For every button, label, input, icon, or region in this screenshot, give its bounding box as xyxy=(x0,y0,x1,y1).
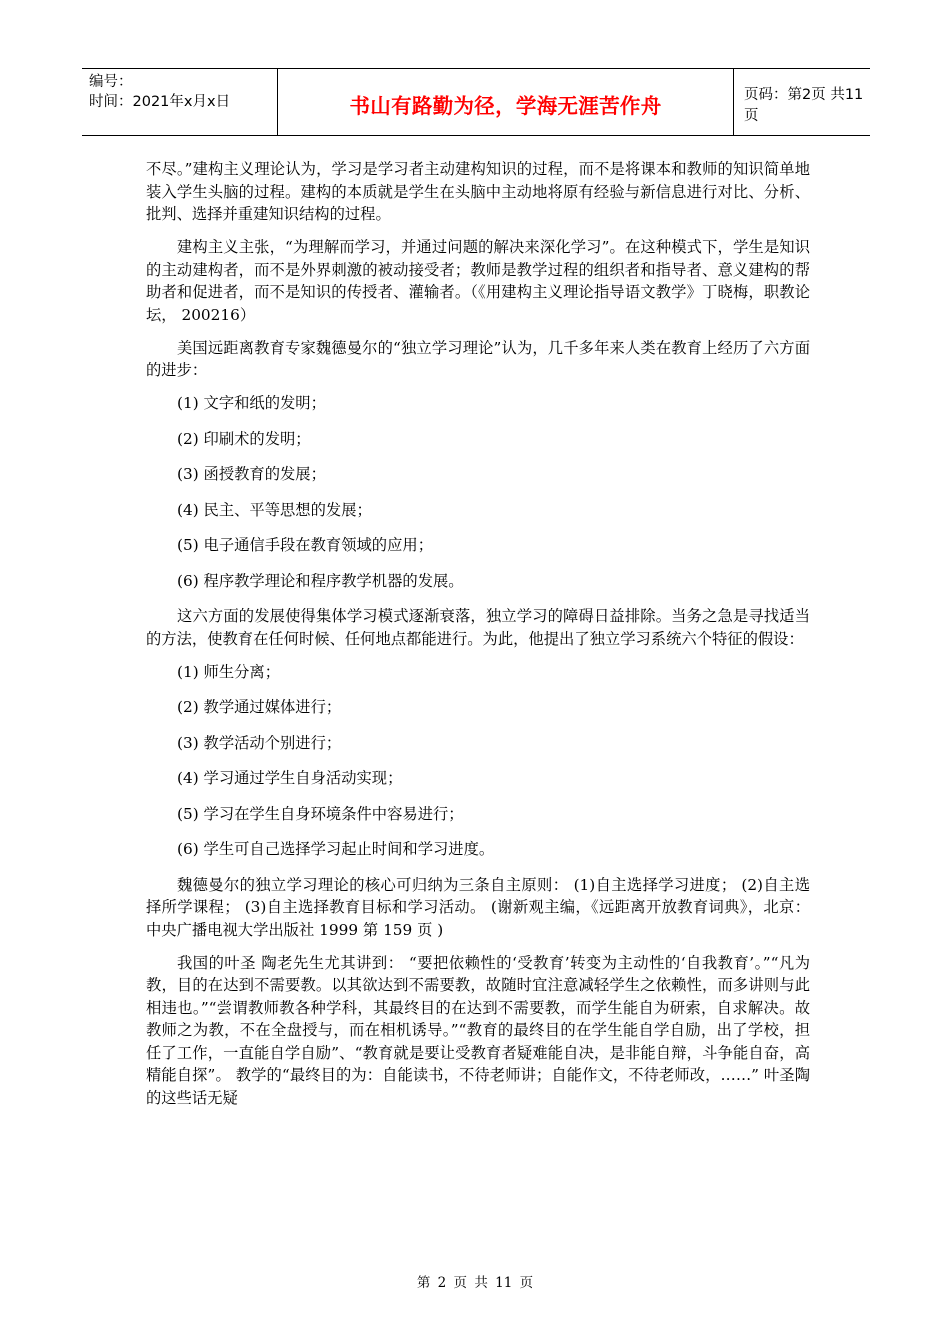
paragraph: 美国远距离教育专家魏德曼尔的“独立学习理论”认为，几千多年来人类在教育上经历了六方面的进步： xyxy=(146,338,810,379)
header-meta xyxy=(82,69,278,135)
list-item: (4) 民主、平等思想的发展； xyxy=(177,500,372,519)
list-item: (3) 教学活动个别进行； xyxy=(177,733,342,752)
list-item: (3) 函授教育的发展； xyxy=(177,465,326,483)
code-label: 编号： xyxy=(89,74,133,90)
list-item: (1) 师生分离； xyxy=(177,662,281,681)
list-item: (5) 电子通信手段在教育领域的应用； xyxy=(177,536,433,554)
paragraph: 我国的叶圣 陶老先生尤其讲到： “要把依赖性的‘受教育’转变为主动性的‘自我教育’。”“凡为教，目的在达到不需要教。以其欲达到不需要教，故随时宜注意减轻学生之依赖性，而多讲则与此相违也。”“尝谓教师教各种学科，其最终目的在达到不需要教，而学生能自为研索，自求解决。故教师之为教，不在全盘授与，而在相机诱导。”“教育的最终目的在学生能自学自励，出了学校，担任了工作，一直能自学自励”、“教育就是要让受教育者疑难能自决，是非能自辩，斗争能自奋，高精能自探”。 教学的“最终目的为：自能读书，不待老师讲；自能作文，不待老师改，……” 叶圣陶的这些话无疑 xyxy=(146,953,810,1107)
list-item: (6) 程序教学理论和程序教学机器的发展。 xyxy=(177,571,464,590)
page-header xyxy=(82,68,870,136)
list-item: (2) 印刷术的发明； xyxy=(177,429,311,448)
list-item: (5) 学习在学生自身环境条件中容易进行； xyxy=(177,804,464,823)
header-page-label: 页码：第2页 共11页 xyxy=(744,87,864,124)
list-item: (1) 文字和纸的发明； xyxy=(177,394,326,412)
list-item: (4) 学习通过学生自身活动实现； xyxy=(177,769,403,787)
header-motto: 书山有路勤为径，学海无涯苦作舟 xyxy=(278,69,734,135)
list-item: (2) 教学通过媒体进行； xyxy=(177,698,342,716)
document-body xyxy=(146,158,810,1120)
paragraph: 这六方面的发展使得集体学习模式逐渐衰落，独立学习的障碍日益排除。当务之急是寻找适当的方法，使教育在任何时候、任何地点都能进行。为此，他提出了独立学习系统六个特征的假设： xyxy=(146,607,810,648)
paragraph: 不尽。”建构主义理论认为，学习是学习者主动建构知识的过程，而不是将课本和教师的知识简单地装入学生头脑的过程。建构的本质就是学生在头脑中主动地将原有经验与新信息进行对比、分析、批判、选择并重建知识结构的过程。 xyxy=(146,160,810,223)
time-label: 时间：2021年x月x日 xyxy=(89,94,231,110)
paragraph: 建构主义主张，“为理解而学习，并通过问题的解决来深化学习”。在这种模式下，学生是知识的主动建构者，而不是外界刺激的被动接受者；教师是教学过程的组织者和指导者、意义建构的帮助者和促进者，而不是知识的传授者、灌输者。（《用建构主义理论指导语文教学》丁晓梅，职教论坛， 200216） xyxy=(146,238,810,324)
list-item: (6) 学生可自己选择学习起止时间和学习进度。 xyxy=(177,840,495,858)
paragraph: 魏德曼尔的独立学习理论的核心可归纳为三条自主原则： (1)自主选择学习进度； (2)自主选择所学课程； (3)自主选择教育目标和学习活动。 (谢新观主编，《远距离开放教育词典》，北京：中央广播电视大学出版社 1999 第 159 页 ) xyxy=(146,875,810,939)
page-footer: 第 2 页 共 11 页 xyxy=(416,1275,534,1291)
